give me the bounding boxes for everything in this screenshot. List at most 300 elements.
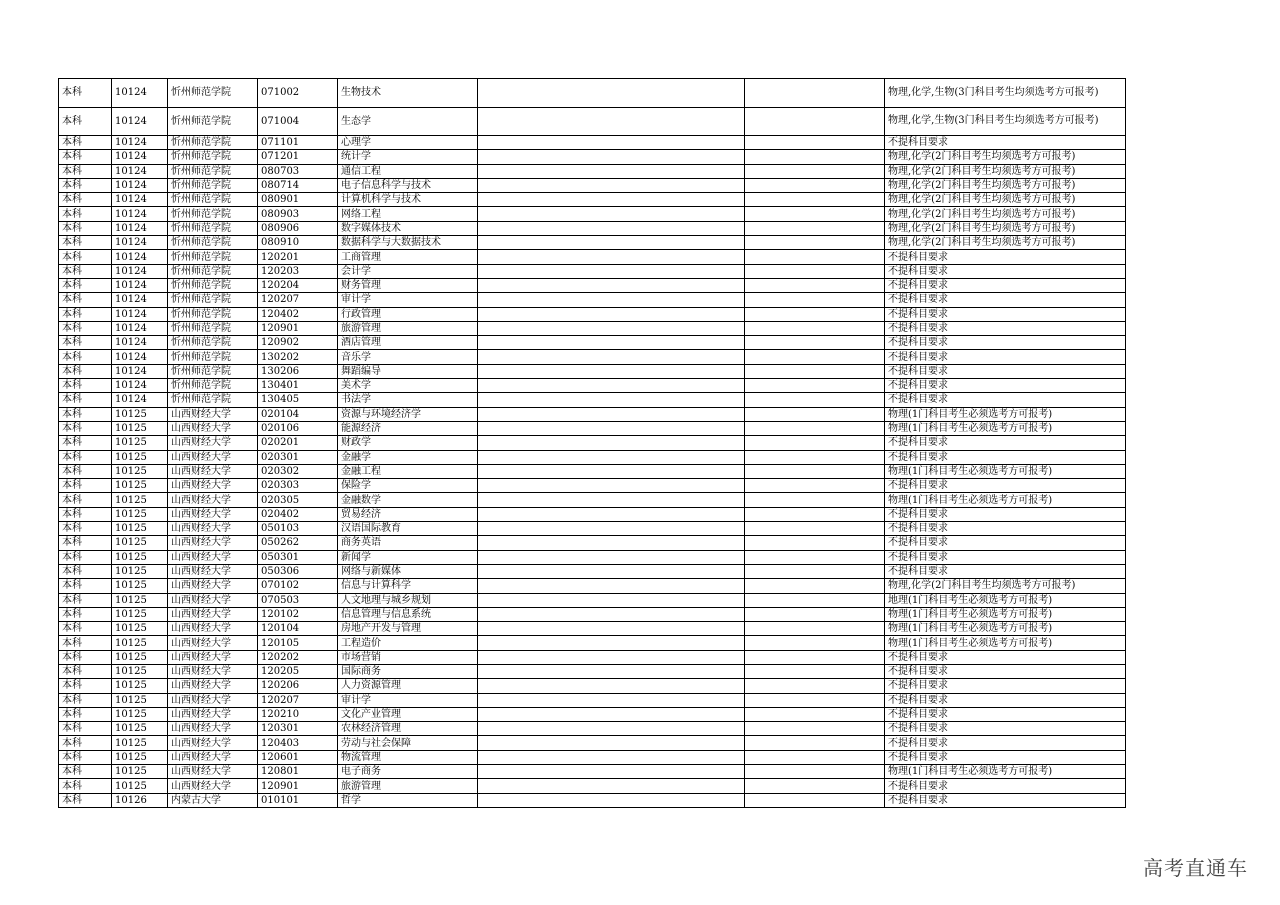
blank-cell-a bbox=[478, 579, 745, 593]
blank-cell-a bbox=[478, 364, 745, 378]
school-name-cell: 山西财经大学 bbox=[168, 779, 258, 793]
blank-cell-a bbox=[478, 607, 745, 621]
blank-cell-b bbox=[745, 164, 885, 178]
school-name-cell: 山西财经大学 bbox=[168, 450, 258, 464]
level-cell: 本科 bbox=[59, 765, 112, 779]
major-name-cell: 酒店管理 bbox=[338, 336, 478, 350]
table-row bbox=[59, 250, 1126, 264]
major-name-cell: 金融学 bbox=[338, 450, 478, 464]
major-code-cell: 120207 bbox=[258, 293, 338, 307]
table-row bbox=[59, 522, 1126, 536]
level-cell: 本科 bbox=[59, 750, 112, 764]
blank-cell-a bbox=[478, 779, 745, 793]
level-cell: 本科 bbox=[59, 236, 112, 250]
level-cell: 本科 bbox=[59, 636, 112, 650]
school-code-cell: 10124 bbox=[112, 321, 168, 335]
blank-cell-a bbox=[478, 207, 745, 221]
requirement-cell: 不提科目要求 bbox=[885, 707, 1126, 721]
requirement-cell: 不提科目要求 bbox=[885, 550, 1126, 564]
major-name-cell: 物流管理 bbox=[338, 750, 478, 764]
major-name-cell: 新闻学 bbox=[338, 550, 478, 564]
blank-cell-a bbox=[478, 622, 745, 636]
blank-cell-a bbox=[478, 650, 745, 664]
major-code-cell: 120207 bbox=[258, 693, 338, 707]
level-cell: 本科 bbox=[59, 593, 112, 607]
major-name-cell: 人文地理与城乡规划 bbox=[338, 593, 478, 607]
major-code-cell: 120902 bbox=[258, 336, 338, 350]
blank-cell-b bbox=[745, 236, 885, 250]
school-name-cell: 忻州师范学院 bbox=[168, 150, 258, 164]
major-code-cell: 120403 bbox=[258, 736, 338, 750]
school-code-cell: 10124 bbox=[112, 350, 168, 364]
level-cell: 本科 bbox=[59, 421, 112, 435]
major-name-cell: 财政学 bbox=[338, 436, 478, 450]
major-name-cell: 旅游管理 bbox=[338, 779, 478, 793]
requirement-cell: 物理,化学(2门科目考生均须选考方可报考) bbox=[885, 221, 1126, 235]
school-code-cell: 10125 bbox=[112, 464, 168, 478]
table-row bbox=[59, 479, 1126, 493]
blank-cell-b bbox=[745, 436, 885, 450]
school-name-cell: 山西财经大学 bbox=[168, 750, 258, 764]
school-name-cell: 忻州师范学院 bbox=[168, 79, 258, 108]
major-name-cell: 劳动与社会保障 bbox=[338, 736, 478, 750]
major-name-cell: 资源与环境经济学 bbox=[338, 407, 478, 421]
major-code-cell: 080903 bbox=[258, 207, 338, 221]
table-row bbox=[59, 379, 1126, 393]
blank-cell-a bbox=[478, 79, 745, 108]
school-name-cell: 山西财经大学 bbox=[168, 736, 258, 750]
major-name-cell: 网络与新媒体 bbox=[338, 564, 478, 578]
major-code-cell: 120202 bbox=[258, 650, 338, 664]
blank-cell-b bbox=[745, 793, 885, 807]
school-code-cell: 10124 bbox=[112, 379, 168, 393]
requirements-table bbox=[58, 78, 1126, 808]
major-name-cell: 汉语国际教育 bbox=[338, 522, 478, 536]
major-name-cell: 统计学 bbox=[338, 150, 478, 164]
blank-cell-b bbox=[745, 379, 885, 393]
blank-cell-b bbox=[745, 79, 885, 108]
blank-cell-b bbox=[745, 193, 885, 207]
blank-cell-a bbox=[478, 307, 745, 321]
requirement-cell: 物理,化学(2门科目考生均须选考方可报考) bbox=[885, 193, 1126, 207]
level-cell: 本科 bbox=[59, 564, 112, 578]
school-code-cell: 10125 bbox=[112, 593, 168, 607]
blank-cell-b bbox=[745, 722, 885, 736]
school-code-cell: 10125 bbox=[112, 650, 168, 664]
level-cell: 本科 bbox=[59, 664, 112, 678]
requirement-cell: 物理(1门科目考生必须选考方可报考) bbox=[885, 765, 1126, 779]
school-code-cell: 10125 bbox=[112, 436, 168, 450]
school-name-cell: 忻州师范学院 bbox=[168, 264, 258, 278]
level-cell: 本科 bbox=[59, 736, 112, 750]
school-code-cell: 10124 bbox=[112, 393, 168, 407]
major-name-cell: 农林经济管理 bbox=[338, 722, 478, 736]
school-code-cell: 10124 bbox=[112, 136, 168, 150]
requirement-cell: 不提科目要求 bbox=[885, 793, 1126, 807]
major-name-cell: 行政管理 bbox=[338, 307, 478, 321]
school-name-cell: 山西财经大学 bbox=[168, 765, 258, 779]
table-row bbox=[59, 107, 1126, 136]
major-code-cell: 010101 bbox=[258, 793, 338, 807]
blank-cell-a bbox=[478, 722, 745, 736]
requirement-cell: 不提科目要求 bbox=[885, 450, 1126, 464]
school-name-cell: 忻州师范学院 bbox=[168, 193, 258, 207]
school-name-cell: 忻州师范学院 bbox=[168, 221, 258, 235]
level-cell: 本科 bbox=[59, 493, 112, 507]
school-name-cell: 忻州师范学院 bbox=[168, 393, 258, 407]
requirement-cell: 不提科目要求 bbox=[885, 250, 1126, 264]
blank-cell-a bbox=[478, 765, 745, 779]
blank-cell-a bbox=[478, 536, 745, 550]
requirement-cell: 不提科目要求 bbox=[885, 679, 1126, 693]
requirement-cell: 不提科目要求 bbox=[885, 321, 1126, 335]
level-cell: 本科 bbox=[59, 507, 112, 521]
table-row bbox=[59, 421, 1126, 435]
school-code-cell: 10126 bbox=[112, 793, 168, 807]
blank-cell-b bbox=[745, 207, 885, 221]
blank-cell-a bbox=[478, 178, 745, 192]
major-name-cell: 信息与计算科学 bbox=[338, 579, 478, 593]
blank-cell-a bbox=[478, 736, 745, 750]
table-row bbox=[59, 750, 1126, 764]
major-name-cell: 贸易经济 bbox=[338, 507, 478, 521]
major-code-cell: 120105 bbox=[258, 636, 338, 650]
school-name-cell: 山西财经大学 bbox=[168, 550, 258, 564]
requirement-cell: 物理,化学,生物(3门科目考生均须选考方可报考) bbox=[885, 79, 1126, 108]
blank-cell-b bbox=[745, 736, 885, 750]
table-row bbox=[59, 679, 1126, 693]
major-name-cell: 心理学 bbox=[338, 136, 478, 150]
level-cell: 本科 bbox=[59, 264, 112, 278]
blank-cell-a bbox=[478, 221, 745, 235]
requirement-cell: 不提科目要求 bbox=[885, 536, 1126, 550]
table-row bbox=[59, 593, 1126, 607]
level-cell: 本科 bbox=[59, 464, 112, 478]
table-row bbox=[59, 207, 1126, 221]
level-cell: 本科 bbox=[59, 178, 112, 192]
school-code-cell: 10125 bbox=[112, 564, 168, 578]
school-name-cell: 内蒙古大学 bbox=[168, 793, 258, 807]
major-code-cell: 130401 bbox=[258, 379, 338, 393]
school-code-cell: 10125 bbox=[112, 607, 168, 621]
requirement-cell: 不提科目要求 bbox=[885, 379, 1126, 393]
major-code-cell: 120402 bbox=[258, 307, 338, 321]
school-name-cell: 山西财经大学 bbox=[168, 464, 258, 478]
school-name-cell: 山西财经大学 bbox=[168, 707, 258, 721]
table-row bbox=[59, 722, 1126, 736]
table-row bbox=[59, 607, 1126, 621]
major-name-cell: 音乐学 bbox=[338, 350, 478, 364]
school-code-cell: 10124 bbox=[112, 307, 168, 321]
level-cell: 本科 bbox=[59, 722, 112, 736]
table-body bbox=[59, 79, 1126, 808]
table-row bbox=[59, 707, 1126, 721]
major-code-cell: 020302 bbox=[258, 464, 338, 478]
school-code-cell: 10124 bbox=[112, 278, 168, 292]
major-name-cell: 网络工程 bbox=[338, 207, 478, 221]
blank-cell-b bbox=[745, 507, 885, 521]
table-row bbox=[59, 765, 1126, 779]
blank-cell-a bbox=[478, 450, 745, 464]
major-code-cell: 120102 bbox=[258, 607, 338, 621]
requirement-cell: 不提科目要求 bbox=[885, 264, 1126, 278]
table-row bbox=[59, 193, 1126, 207]
major-code-cell: 080703 bbox=[258, 164, 338, 178]
blank-cell-a bbox=[478, 236, 745, 250]
level-cell: 本科 bbox=[59, 622, 112, 636]
level-cell: 本科 bbox=[59, 293, 112, 307]
major-name-cell: 电子信息科学与技术 bbox=[338, 178, 478, 192]
blank-cell-a bbox=[478, 150, 745, 164]
table-row bbox=[59, 178, 1126, 192]
table-row bbox=[59, 293, 1126, 307]
blank-cell-a bbox=[478, 250, 745, 264]
school-name-cell: 忻州师范学院 bbox=[168, 107, 258, 136]
major-code-cell: 080901 bbox=[258, 193, 338, 207]
level-cell: 本科 bbox=[59, 221, 112, 235]
major-name-cell: 人力资源管理 bbox=[338, 679, 478, 693]
level-cell: 本科 bbox=[59, 307, 112, 321]
blank-cell-b bbox=[745, 493, 885, 507]
major-code-cell: 120601 bbox=[258, 750, 338, 764]
level-cell: 本科 bbox=[59, 579, 112, 593]
requirement-cell: 物理,化学(2门科目考生均须选考方可报考) bbox=[885, 207, 1126, 221]
blank-cell-b bbox=[745, 336, 885, 350]
requirement-cell: 不提科目要求 bbox=[885, 393, 1126, 407]
blank-cell-b bbox=[745, 178, 885, 192]
blank-cell-b bbox=[745, 579, 885, 593]
table-row bbox=[59, 436, 1126, 450]
table-row bbox=[59, 407, 1126, 421]
blank-cell-b bbox=[745, 278, 885, 292]
level-cell: 本科 bbox=[59, 379, 112, 393]
major-code-cell: 120201 bbox=[258, 250, 338, 264]
requirement-cell: 不提科目要求 bbox=[885, 307, 1126, 321]
school-code-cell: 10124 bbox=[112, 250, 168, 264]
school-name-cell: 山西财经大学 bbox=[168, 421, 258, 435]
blank-cell-b bbox=[745, 221, 885, 235]
school-code-cell: 10125 bbox=[112, 636, 168, 650]
blank-cell-a bbox=[478, 793, 745, 807]
major-code-cell: 050262 bbox=[258, 536, 338, 550]
blank-cell-a bbox=[478, 379, 745, 393]
requirement-cell: 不提科目要求 bbox=[885, 722, 1126, 736]
blank-cell-b bbox=[745, 307, 885, 321]
major-name-cell: 电子商务 bbox=[338, 765, 478, 779]
school-code-cell: 10124 bbox=[112, 264, 168, 278]
requirement-cell: 物理(1门科目考生必须选考方可报考) bbox=[885, 622, 1126, 636]
requirement-cell: 不提科目要求 bbox=[885, 779, 1126, 793]
school-name-cell: 忻州师范学院 bbox=[168, 278, 258, 292]
blank-cell-b bbox=[745, 293, 885, 307]
blank-cell-b bbox=[745, 250, 885, 264]
major-code-cell: 120801 bbox=[258, 765, 338, 779]
major-name-cell: 金融数学 bbox=[338, 493, 478, 507]
major-name-cell: 文化产业管理 bbox=[338, 707, 478, 721]
major-name-cell: 旅游管理 bbox=[338, 321, 478, 335]
blank-cell-a bbox=[478, 522, 745, 536]
school-name-cell: 山西财经大学 bbox=[168, 622, 258, 636]
requirement-cell: 物理,化学(2门科目考生均须选考方可报考) bbox=[885, 178, 1126, 192]
level-cell: 本科 bbox=[59, 693, 112, 707]
table-row bbox=[59, 464, 1126, 478]
major-code-cell: 020201 bbox=[258, 436, 338, 450]
school-code-cell: 10125 bbox=[112, 707, 168, 721]
blank-cell-b bbox=[745, 679, 885, 693]
school-code-cell: 10124 bbox=[112, 178, 168, 192]
school-code-cell: 10124 bbox=[112, 364, 168, 378]
school-code-cell: 10125 bbox=[112, 779, 168, 793]
school-code-cell: 10124 bbox=[112, 293, 168, 307]
school-code-cell: 10124 bbox=[112, 150, 168, 164]
requirement-cell: 不提科目要求 bbox=[885, 278, 1126, 292]
school-name-cell: 山西财经大学 bbox=[168, 407, 258, 421]
blank-cell-b bbox=[745, 536, 885, 550]
major-name-cell: 市场营销 bbox=[338, 650, 478, 664]
level-cell: 本科 bbox=[59, 207, 112, 221]
blank-cell-b bbox=[745, 779, 885, 793]
major-code-cell: 120901 bbox=[258, 321, 338, 335]
table-row bbox=[59, 150, 1126, 164]
school-code-cell: 10125 bbox=[112, 765, 168, 779]
level-cell: 本科 bbox=[59, 436, 112, 450]
major-name-cell: 会计学 bbox=[338, 264, 478, 278]
requirement-cell: 不提科目要求 bbox=[885, 136, 1126, 150]
level-cell: 本科 bbox=[59, 479, 112, 493]
requirement-cell: 不提科目要求 bbox=[885, 293, 1126, 307]
blank-cell-a bbox=[478, 407, 745, 421]
blank-cell-b bbox=[745, 421, 885, 435]
school-code-cell: 10125 bbox=[112, 507, 168, 521]
requirement-cell: 物理,化学(2门科目考生均须选考方可报考) bbox=[885, 164, 1126, 178]
major-code-cell: 080714 bbox=[258, 178, 338, 192]
table-row bbox=[59, 636, 1126, 650]
blank-cell-a bbox=[478, 136, 745, 150]
blank-cell-a bbox=[478, 679, 745, 693]
major-code-cell: 120206 bbox=[258, 679, 338, 693]
school-name-cell: 忻州师范学院 bbox=[168, 364, 258, 378]
requirement-cell: 不提科目要求 bbox=[885, 336, 1126, 350]
school-name-cell: 山西财经大学 bbox=[168, 507, 258, 521]
school-code-cell: 10124 bbox=[112, 221, 168, 235]
school-code-cell: 10124 bbox=[112, 107, 168, 136]
blank-cell-a bbox=[478, 550, 745, 564]
level-cell: 本科 bbox=[59, 250, 112, 264]
level-cell: 本科 bbox=[59, 164, 112, 178]
school-name-cell: 忻州师范学院 bbox=[168, 307, 258, 321]
school-name-cell: 忻州师范学院 bbox=[168, 336, 258, 350]
major-name-cell: 工程造价 bbox=[338, 636, 478, 650]
major-code-cell: 050306 bbox=[258, 564, 338, 578]
major-code-cell: 120901 bbox=[258, 779, 338, 793]
requirement-cell: 物理,化学(2门科目考生均须选考方可报考) bbox=[885, 579, 1126, 593]
school-code-cell: 10124 bbox=[112, 164, 168, 178]
major-code-cell: 120104 bbox=[258, 622, 338, 636]
school-name-cell: 山西财经大学 bbox=[168, 479, 258, 493]
major-name-cell: 房地产开发与管理 bbox=[338, 622, 478, 636]
school-code-cell: 10125 bbox=[112, 579, 168, 593]
blank-cell-a bbox=[478, 193, 745, 207]
requirement-cell: 地理(1门科目考生必须选考方可报考) bbox=[885, 593, 1126, 607]
major-name-cell: 生态学 bbox=[338, 107, 478, 136]
major-name-cell: 能源经济 bbox=[338, 421, 478, 435]
level-cell: 本科 bbox=[59, 364, 112, 378]
requirement-cell: 不提科目要求 bbox=[885, 479, 1126, 493]
table-row bbox=[59, 79, 1126, 108]
requirement-cell: 不提科目要求 bbox=[885, 693, 1126, 707]
major-name-cell: 通信工程 bbox=[338, 164, 478, 178]
school-code-cell: 10125 bbox=[112, 750, 168, 764]
level-cell: 本科 bbox=[59, 278, 112, 292]
level-cell: 本科 bbox=[59, 650, 112, 664]
table-row bbox=[59, 336, 1126, 350]
table-row bbox=[59, 321, 1126, 335]
major-code-cell: 020106 bbox=[258, 421, 338, 435]
blank-cell-b bbox=[745, 522, 885, 536]
blank-cell-a bbox=[478, 264, 745, 278]
school-code-cell: 10125 bbox=[112, 479, 168, 493]
blank-cell-a bbox=[478, 664, 745, 678]
table-row bbox=[59, 236, 1126, 250]
school-name-cell: 忻州师范学院 bbox=[168, 379, 258, 393]
major-name-cell: 保险学 bbox=[338, 479, 478, 493]
blank-cell-a bbox=[478, 278, 745, 292]
table-row bbox=[59, 493, 1126, 507]
major-name-cell: 哲学 bbox=[338, 793, 478, 807]
major-name-cell: 数据科学与大数据技术 bbox=[338, 236, 478, 250]
blank-cell-a bbox=[478, 564, 745, 578]
blank-cell-b bbox=[745, 136, 885, 150]
blank-cell-b bbox=[745, 107, 885, 136]
level-cell: 本科 bbox=[59, 336, 112, 350]
school-name-cell: 山西财经大学 bbox=[168, 650, 258, 664]
school-code-cell: 10125 bbox=[112, 664, 168, 678]
major-code-cell: 050103 bbox=[258, 522, 338, 536]
blank-cell-b bbox=[745, 564, 885, 578]
requirement-cell: 不提科目要求 bbox=[885, 564, 1126, 578]
major-name-cell: 金融工程 bbox=[338, 464, 478, 478]
major-code-cell: 071002 bbox=[258, 79, 338, 108]
blank-cell-a bbox=[478, 321, 745, 335]
level-cell: 本科 bbox=[59, 321, 112, 335]
table-row bbox=[59, 693, 1126, 707]
school-code-cell: 10125 bbox=[112, 622, 168, 636]
school-name-cell: 忻州师范学院 bbox=[168, 321, 258, 335]
major-code-cell: 120210 bbox=[258, 707, 338, 721]
blank-cell-a bbox=[478, 636, 745, 650]
blank-cell-a bbox=[478, 293, 745, 307]
level-cell: 本科 bbox=[59, 607, 112, 621]
requirement-cell: 不提科目要求 bbox=[885, 350, 1126, 364]
level-cell: 本科 bbox=[59, 350, 112, 364]
school-name-cell: 忻州师范学院 bbox=[168, 293, 258, 307]
school-code-cell: 10125 bbox=[112, 407, 168, 421]
blank-cell-a bbox=[478, 164, 745, 178]
blank-cell-b bbox=[745, 264, 885, 278]
blank-cell-a bbox=[478, 707, 745, 721]
major-name-cell: 计算机科学与技术 bbox=[338, 193, 478, 207]
requirement-cell: 物理(1门科目考生必须选考方可报考) bbox=[885, 407, 1126, 421]
major-name-cell: 财务管理 bbox=[338, 278, 478, 292]
school-code-cell: 10124 bbox=[112, 193, 168, 207]
major-name-cell: 美术学 bbox=[338, 379, 478, 393]
blank-cell-b bbox=[745, 693, 885, 707]
requirement-cell: 不提科目要求 bbox=[885, 750, 1126, 764]
school-name-cell: 山西财经大学 bbox=[168, 722, 258, 736]
major-name-cell: 商务英语 bbox=[338, 536, 478, 550]
major-code-cell: 130206 bbox=[258, 364, 338, 378]
major-code-cell: 020303 bbox=[258, 479, 338, 493]
